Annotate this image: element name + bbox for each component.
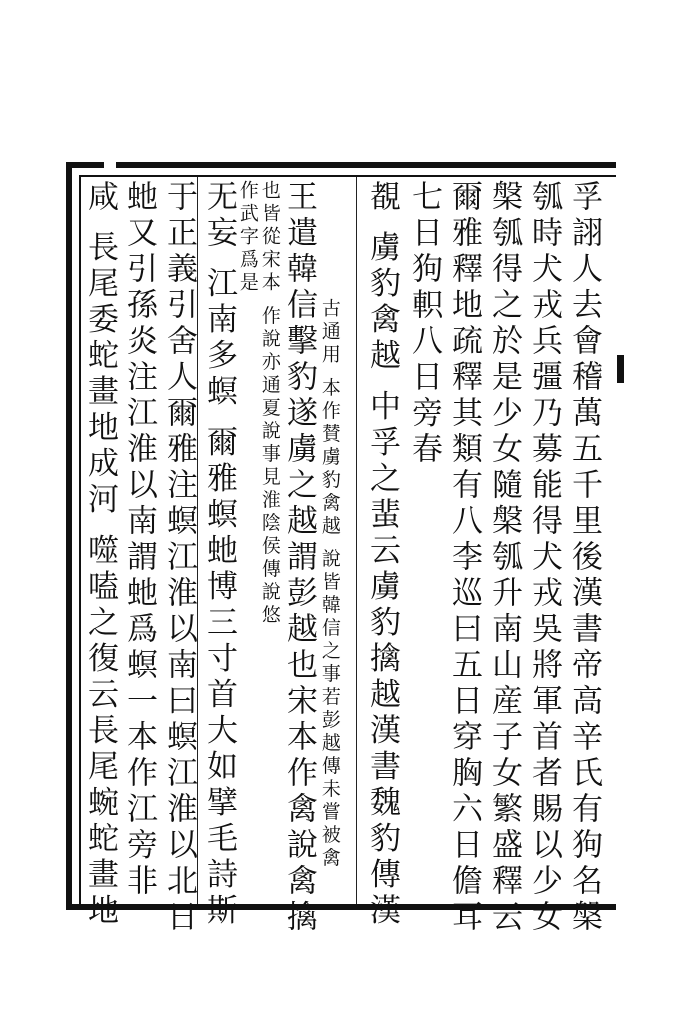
column-rule xyxy=(356,177,357,904)
note-column-7a: 古通用 本作賛虜豹禽越 說皆韓信之事若彭越傳未嘗被禽 xyxy=(318,298,341,871)
note-column-8a: 也皆從宋本 作說亦通夏說事見淮陰侯傳說悠 xyxy=(258,180,281,628)
frame-left-inner-border xyxy=(79,175,81,904)
frame-top-inner-border xyxy=(80,175,616,177)
frame-top-border xyxy=(66,162,616,168)
column-rule xyxy=(197,177,198,904)
fold-mark xyxy=(617,355,624,383)
text-column-5: 七日狗軹八日旁春 xyxy=(406,180,442,468)
text-column-6: 覩 虜豹禽越 中孚之蜚云虜豹擒越漢書魏豹傳漢 xyxy=(364,180,400,930)
text-column-2: 瓠時犬戎兵彊乃募能得犬戎吳將軍首者賜以少女 xyxy=(526,180,562,936)
text-column-10: 于正義引舍人爾雅注螟江淮以南曰螟江淮以北日 xyxy=(161,180,197,936)
text-column-7b: 王遣韓信擊豹遂虜之越謂彭越也宋本作禽說禽擒 xyxy=(281,180,317,936)
text-column-9: 无妄 江南多螟 爾雅螟虵博三寸首大如擘毛詩斯 xyxy=(201,180,237,930)
frame-gap xyxy=(104,158,116,172)
text-column-11: 虵又引孫炎注江淮以南謂虵爲螟一本作江旁非 xyxy=(121,180,157,900)
note-column-8b: 作武字爲是 xyxy=(236,180,259,295)
text-column-1: 孚詡人去會稽萬五千里後漢書帝高辛氏有狗名槃 xyxy=(566,180,602,936)
text-column-3: 槃瓠得之於是少女隨槃瓠升南山産子女繁盛釋云 xyxy=(486,180,522,936)
frame-left-border xyxy=(66,162,72,910)
text-column-4: 爾雅釋地疏釋其類有八李巡曰五日穿胸六日儋耳 xyxy=(446,180,482,936)
text-column-12: 咸 長尾委蛇畫地成河 噬嗑之復云長尾蜿蛇畫地 xyxy=(82,180,118,930)
